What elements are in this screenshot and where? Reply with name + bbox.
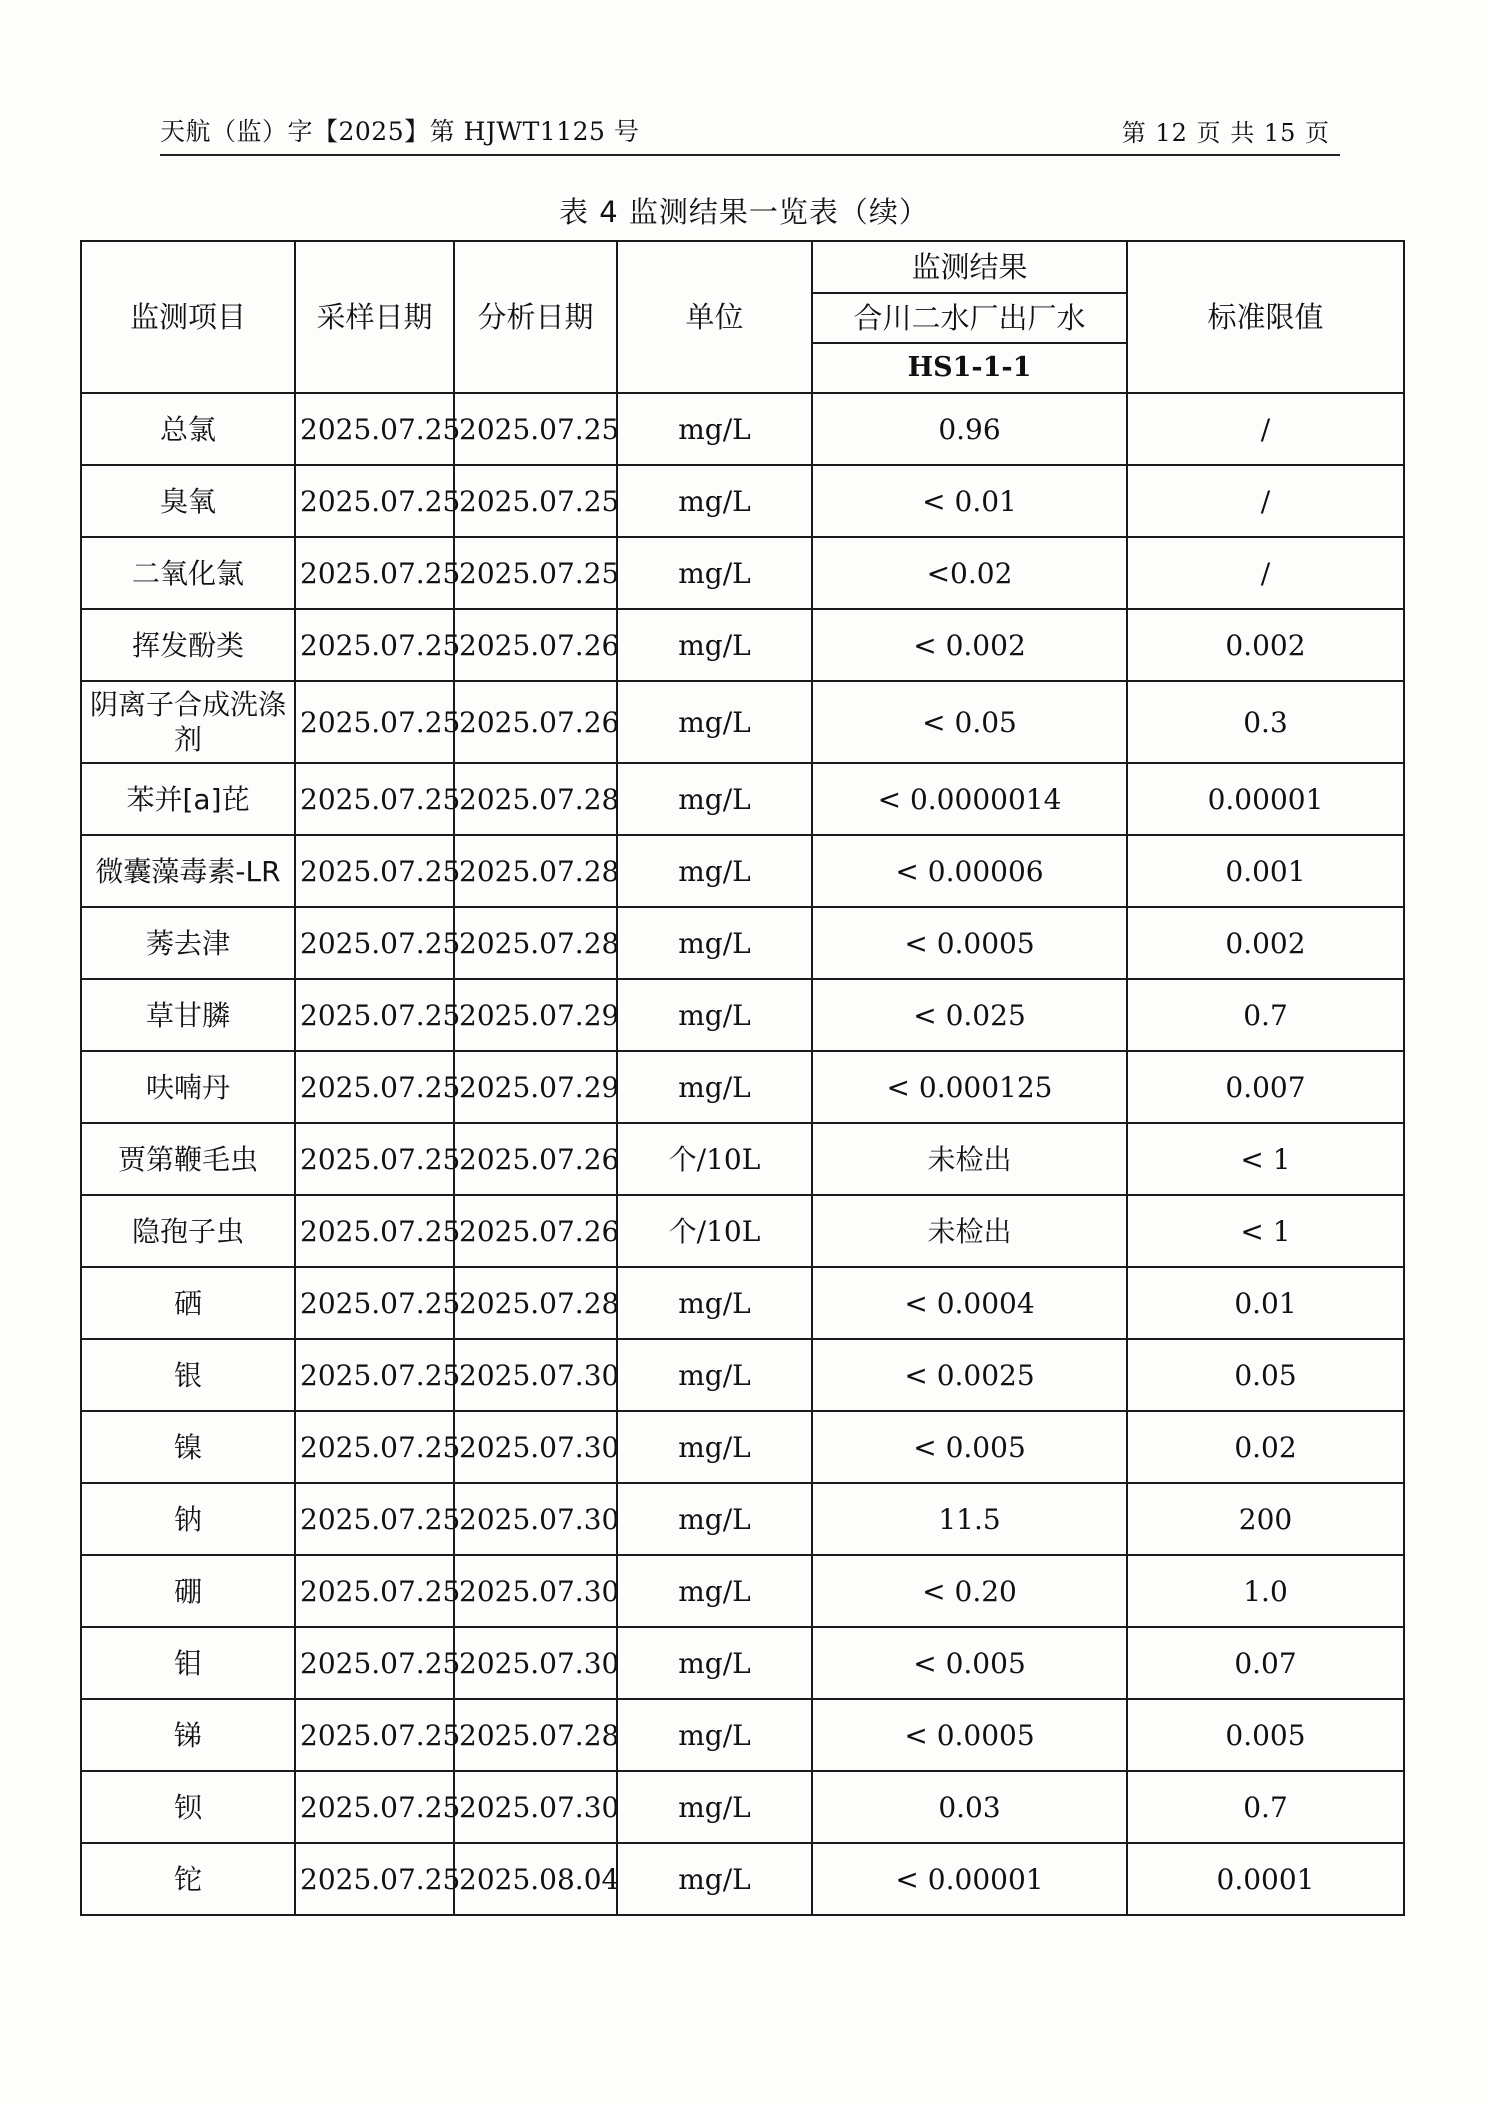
cell-sample-date: 2025.07.25 (295, 1627, 454, 1699)
cell-result: < 0.01 (812, 465, 1127, 537)
cell-result: < 0.0004 (812, 1267, 1127, 1339)
cell-analysis-date: 2025.07.28 (454, 1699, 617, 1771)
table-row (81, 1483, 1404, 1555)
table-header (81, 241, 1404, 393)
page-number: 第 12 页 共 15 页 (1121, 119, 1330, 147)
cell-sample-date: 2025.07.25 (295, 393, 454, 465)
monitoring-results-table (80, 240, 1405, 1916)
table-row (81, 609, 1404, 681)
cell-analysis-date: 2025.07.26 (454, 1195, 617, 1267)
table-row (81, 1627, 1404, 1699)
cell-item: 二氧化氯 (81, 537, 295, 609)
table-row (81, 1843, 1404, 1915)
cell-item: 挥发酚类 (81, 609, 295, 681)
cell-unit: mg/L (617, 907, 812, 979)
table-row (81, 1123, 1404, 1195)
cell-sample-date: 2025.07.25 (295, 681, 454, 763)
cell-sample-date: 2025.07.25 (295, 1123, 454, 1195)
column-header-item: 监测项目 (81, 241, 295, 393)
cell-analysis-date: 2025.07.30 (454, 1555, 617, 1627)
cell-limit: 0.3 (1127, 681, 1404, 763)
cell-unit: mg/L (617, 465, 812, 537)
cell-unit: mg/L (617, 537, 812, 609)
cell-analysis-date: 2025.07.30 (454, 1483, 617, 1555)
cell-unit: mg/L (617, 1555, 812, 1627)
column-header-site: 合川二水厂出厂水 (812, 293, 1127, 343)
cell-unit: 个/10L (617, 1195, 812, 1267)
cell-unit: mg/L (617, 1483, 812, 1555)
cell-limit: 200 (1127, 1483, 1404, 1555)
cell-result: < 0.025 (812, 979, 1127, 1051)
table-row (81, 979, 1404, 1051)
cell-analysis-date: 2025.07.29 (454, 1051, 617, 1123)
cell-analysis-date: 2025.07.26 (454, 609, 617, 681)
cell-sample-date: 2025.07.25 (295, 465, 454, 537)
cell-item: 苯并[a]芘 (81, 763, 295, 835)
cell-sample-date: 2025.07.25 (295, 835, 454, 907)
cell-sample-date: 2025.07.25 (295, 609, 454, 681)
cell-unit: mg/L (617, 681, 812, 763)
cell-limit: 0.002 (1127, 609, 1404, 681)
cell-unit: mg/L (617, 763, 812, 835)
cell-limit: 0.007 (1127, 1051, 1404, 1123)
table-row (81, 835, 1404, 907)
cell-limit: 0.001 (1127, 835, 1404, 907)
cell-limit: / (1127, 465, 1404, 537)
cell-item: 阴离子合成洗涤剂 (81, 681, 295, 763)
cell-limit: < 1 (1127, 1123, 1404, 1195)
cell-result: 11.5 (812, 1483, 1127, 1555)
cell-sample-date: 2025.07.25 (295, 763, 454, 835)
cell-item: 硼 (81, 1555, 295, 1627)
cell-limit: 0.7 (1127, 1771, 1404, 1843)
cell-result: < 0.0025 (812, 1339, 1127, 1411)
cell-item: 铊 (81, 1843, 295, 1915)
cell-sample-date: 2025.07.25 (295, 1699, 454, 1771)
cell-sample-date: 2025.07.25 (295, 907, 454, 979)
cell-limit: 0.00001 (1127, 763, 1404, 835)
cell-result: < 0.20 (812, 1555, 1127, 1627)
table-row (81, 907, 1404, 979)
cell-analysis-date: 2025.07.28 (454, 1267, 617, 1339)
cell-unit: mg/L (617, 609, 812, 681)
cell-analysis-date: 2025.07.25 (454, 537, 617, 609)
cell-item: 银 (81, 1339, 295, 1411)
cell-sample-date: 2025.07.25 (295, 1843, 454, 1915)
cell-item: 钠 (81, 1483, 295, 1555)
cell-analysis-date: 2025.07.28 (454, 835, 617, 907)
table-row (81, 763, 1404, 835)
cell-unit: mg/L (617, 1627, 812, 1699)
cell-item: 呋喃丹 (81, 1051, 295, 1123)
document-number: 天航（监）字【2025】第 HJWT1125 号 (160, 117, 640, 146)
cell-analysis-date: 2025.08.04 (454, 1843, 617, 1915)
cell-result: < 0.0005 (812, 907, 1127, 979)
cell-sample-date: 2025.07.25 (295, 1771, 454, 1843)
cell-analysis-date: 2025.07.30 (454, 1627, 617, 1699)
cell-result: < 0.005 (812, 1627, 1127, 1699)
cell-limit: / (1127, 537, 1404, 609)
cell-analysis-date: 2025.07.28 (454, 763, 617, 835)
cell-sample-date: 2025.07.25 (295, 537, 454, 609)
cell-sample-date: 2025.07.25 (295, 1411, 454, 1483)
table-row (81, 1339, 1404, 1411)
table-body (81, 393, 1404, 1915)
cell-unit: mg/L (617, 835, 812, 907)
cell-result: 未检出 (812, 1195, 1127, 1267)
page-header (160, 110, 1340, 156)
cell-result: < 0.00001 (812, 1843, 1127, 1915)
cell-analysis-date: 2025.07.30 (454, 1771, 617, 1843)
cell-sample-date: 2025.07.25 (295, 1195, 454, 1267)
table-row (81, 465, 1404, 537)
cell-item: 莠去津 (81, 907, 295, 979)
cell-limit: 0.0001 (1127, 1843, 1404, 1915)
cell-analysis-date: 2025.07.26 (454, 1123, 617, 1195)
cell-result: 未检出 (812, 1123, 1127, 1195)
cell-analysis-date: 2025.07.25 (454, 465, 617, 537)
cell-limit: 0.01 (1127, 1267, 1404, 1339)
cell-item: 锑 (81, 1699, 295, 1771)
table-row (81, 1195, 1404, 1267)
cell-sample-date: 2025.07.25 (295, 979, 454, 1051)
cell-result: <0.02 (812, 537, 1127, 609)
column-header-result-group: 监测结果 (812, 241, 1127, 293)
cell-result: < 0.05 (812, 681, 1127, 763)
table-title: 表 4 监测结果一览表（续） (559, 195, 929, 229)
table-row (81, 1051, 1404, 1123)
cell-limit: < 1 (1127, 1195, 1404, 1267)
cell-limit: 0.05 (1127, 1339, 1404, 1411)
cell-sample-date: 2025.07.25 (295, 1483, 454, 1555)
cell-limit: 0.005 (1127, 1699, 1404, 1771)
cell-sample-date: 2025.07.25 (295, 1051, 454, 1123)
cell-result: < 0.0005 (812, 1699, 1127, 1771)
cell-sample-date: 2025.07.25 (295, 1555, 454, 1627)
cell-item: 总氯 (81, 393, 295, 465)
table-row (81, 1267, 1404, 1339)
cell-unit: mg/L (617, 1411, 812, 1483)
table-row (81, 537, 1404, 609)
cell-item: 钡 (81, 1771, 295, 1843)
cell-limit: 0.07 (1127, 1627, 1404, 1699)
column-header-analysis-date: 分析日期 (454, 241, 617, 393)
cell-analysis-date: 2025.07.29 (454, 979, 617, 1051)
cell-unit: mg/L (617, 1771, 812, 1843)
table-row (81, 1411, 1404, 1483)
cell-unit: 个/10L (617, 1123, 812, 1195)
cell-result: < 0.000125 (812, 1051, 1127, 1123)
cell-unit: mg/L (617, 1699, 812, 1771)
cell-analysis-date: 2025.07.30 (454, 1339, 617, 1411)
table-row (81, 1555, 1404, 1627)
cell-limit: / (1127, 393, 1404, 465)
cell-unit: mg/L (617, 1339, 812, 1411)
cell-analysis-date: 2025.07.26 (454, 681, 617, 763)
cell-limit: 0.002 (1127, 907, 1404, 979)
cell-unit: mg/L (617, 1267, 812, 1339)
cell-analysis-date: 2025.07.25 (454, 393, 617, 465)
cell-item: 贾第鞭毛虫 (81, 1123, 295, 1195)
cell-result: 0.96 (812, 393, 1127, 465)
table-row (81, 1771, 1404, 1843)
cell-item: 隐孢子虫 (81, 1195, 295, 1267)
cell-result: 0.03 (812, 1771, 1127, 1843)
cell-analysis-date: 2025.07.28 (454, 907, 617, 979)
table-row (81, 393, 1404, 465)
table-row (81, 681, 1404, 763)
cell-unit: mg/L (617, 1051, 812, 1123)
cell-result: < 0.0000014 (812, 763, 1127, 835)
cell-item: 草甘膦 (81, 979, 295, 1051)
cell-sample-date: 2025.07.25 (295, 1339, 454, 1411)
cell-unit: mg/L (617, 979, 812, 1051)
cell-unit: mg/L (617, 1843, 812, 1915)
cell-result: < 0.002 (812, 609, 1127, 681)
cell-sample-date: 2025.07.25 (295, 1267, 454, 1339)
cell-item: 臭氧 (81, 465, 295, 537)
column-header-sample-code: HS1-1-1 (812, 343, 1127, 393)
column-header-sample-date: 采样日期 (295, 241, 454, 393)
cell-limit: 0.02 (1127, 1411, 1404, 1483)
cell-unit: mg/L (617, 393, 812, 465)
cell-item: 硒 (81, 1267, 295, 1339)
cell-result: < 0.00006 (812, 835, 1127, 907)
cell-result: < 0.005 (812, 1411, 1127, 1483)
cell-limit: 1.0 (1127, 1555, 1404, 1627)
cell-analysis-date: 2025.07.30 (454, 1411, 617, 1483)
table-row (81, 1699, 1404, 1771)
cell-item: 钼 (81, 1627, 295, 1699)
cell-limit: 0.7 (1127, 979, 1404, 1051)
cell-item: 微囊藻毒素-LR (81, 835, 295, 907)
column-header-unit: 单位 (617, 241, 812, 393)
cell-item: 镍 (81, 1411, 295, 1483)
column-header-limit: 标准限值 (1127, 241, 1404, 393)
